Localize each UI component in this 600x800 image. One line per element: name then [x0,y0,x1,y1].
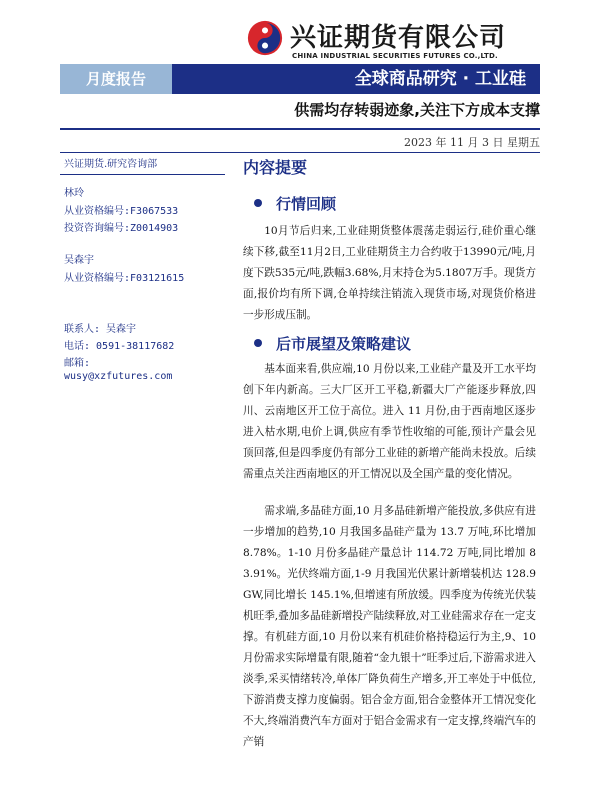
analyst-consulting-no: 投资咨询编号:Z0014903 [64,223,179,234]
company-name-en: CHINA INDUSTRIAL SECURITIES FUTURES CO.,LTD. [292,52,498,60]
report-type-band [60,64,172,94]
bullet-icon [254,339,262,347]
divider-line [60,152,540,153]
section-heading-market-review: 行情回顾 [254,193,336,214]
department-label: 兴证期货.研究咨询部 [64,159,158,170]
company-name-cn: 兴证期货有限公司 [290,23,507,53]
contact-email[interactable]: wusy@xzfutures.com [64,371,173,382]
divider-line [60,128,540,130]
report-title: 供需均存转弱迹象,关注下方成本支撑 [294,101,540,119]
company-logo-icon [246,19,284,57]
sidebar-divider [60,174,225,175]
paragraph-supply: 基本面来看,供应端,10 月份以来,工业硅产量及开工水平均创下年内新高。三大厂区开工平稳,新疆大厂产能逐步释放,四川、云南地区开工位于高位。进入 11 月份,由于西南地区逐步进入枯水期,电价上调,供应有季节性收缩的可能,预计产量会见顶回落,但是四季度仍有部分工业硅的新增产能尚未投放。后续需重点关注西南地区的开工情况以及全国产量的变化情况。 [243,363,536,480]
bullet-icon [254,199,262,207]
analyst-qualification: 从业资格编号:F3067533 [64,206,179,217]
contact-email-label: 邮箱: [64,358,91,369]
paragraph-demand: 需求端,多晶硅方面,10 月多晶硅新增产能投放,多供应有进一步增加的趋势,10 月我国多晶硅产量为 13.7 万吨,环比增加 8.78%。1-10 月份多晶硅产量总计 114.72 万吨,同比增加 83.91%。光伏终端方面,1-9 月我国光伏累计新增装机达 128.9GW,同比增长 145.1%,但增速有所放缓。四季度为传统光伏装机旺季,叠加多晶硅新增投产陆续释放,对工业硅需求存在一定支撑。有机硅方面,10 月份以来有机硅价格持稳运行为主,9、10 月份需求实际增量有限,随着“金九银十”旺季过后,下游需求进入淡季,采买情绪转冷,单体厂降负荷生产增多,开工率处于中低位,下游消费支撑力度偏弱。铝合金方面,铝合金整体开工情况变化不大,终端消费汽车方面对于铝合金需求有一定支撑,终端汽车的产销 [243,505,537,748]
analyst-name: 林玲 [64,188,84,199]
paragraph-market-review: 10月节后归来,工业硅期货整体震荡走弱运行,硅价重心继续下移,截至11月2日,工业硅期货主力合约收于13990元/吨,月度下跌535元/吨,跌幅3.68%,月末持仓为5.1807万手。现货方面,报价均有所下调,仓单持续注销流入现货市场,对现货价格进一步形成压制。 [243,225,536,321]
report-date: 2023 年 11 月 3 日 星期五 [404,136,540,149]
category-label: 全球商品研究 · 工业硅 [354,69,526,89]
analyst-name: 吴森宇 [64,255,94,266]
category-band [172,64,540,94]
section-heading-outlook: 后市展望及策略建议 [254,333,411,354]
contact-person: 联系人: 吴森宇 [64,324,137,335]
summary-heading: 内容提要 [243,158,308,177]
analyst-qualification: 从业资格编号:F03121615 [64,273,185,284]
contact-phone: 电话: 0591-38117682 [64,341,175,352]
report-type-label: 月度报告 [85,70,146,88]
